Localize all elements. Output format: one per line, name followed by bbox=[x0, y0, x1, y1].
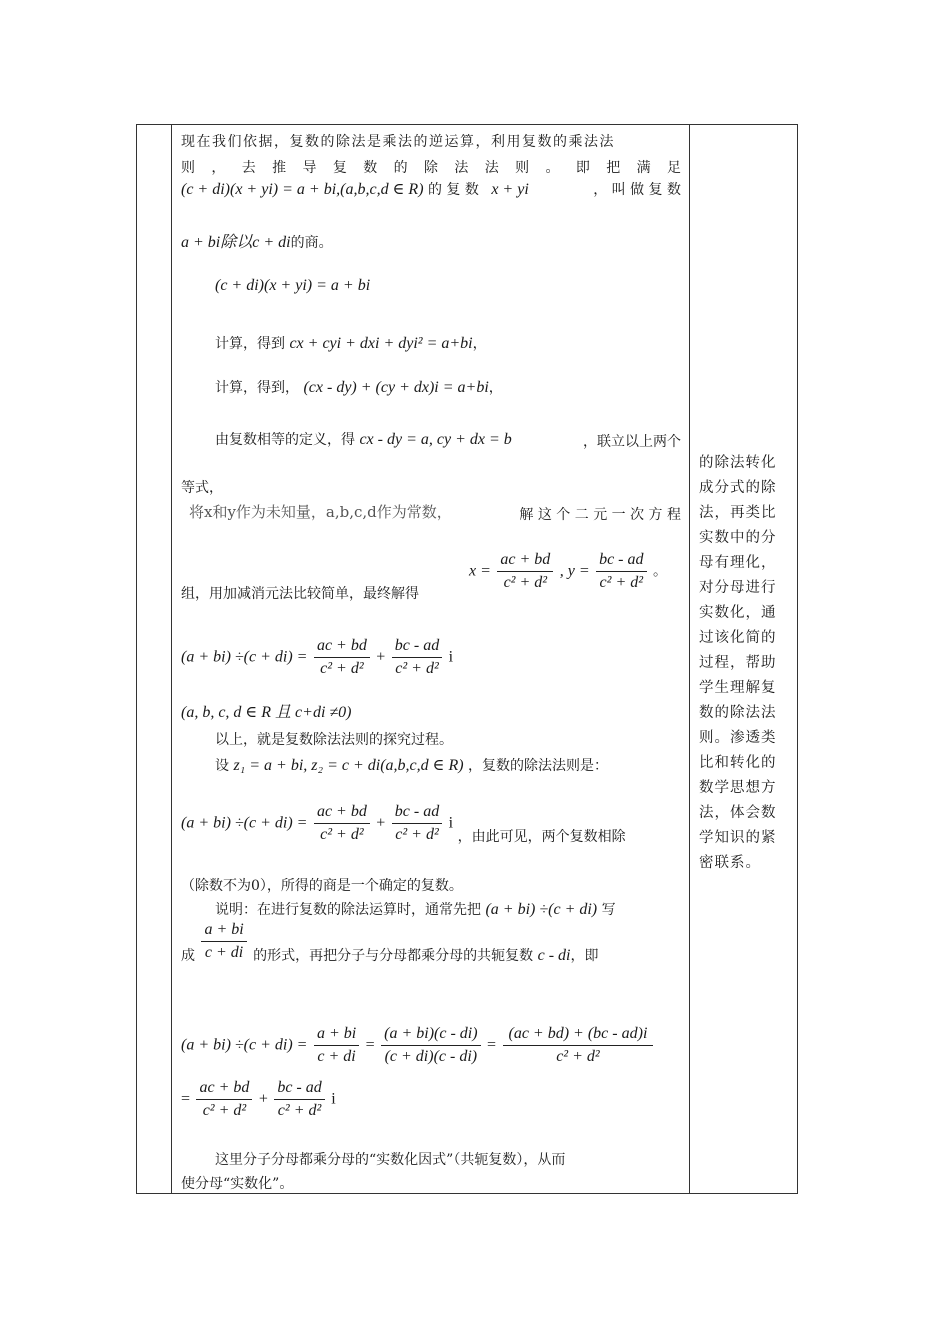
equality-definition-line2: 等式， bbox=[181, 480, 223, 496]
side-note-line: 成分式的除 bbox=[699, 480, 777, 496]
side-note-line: 则。渗透类 bbox=[699, 730, 777, 746]
unknowns-line: 将x和y作为未知量，a,b,c,d作为常数， 解 这 个 二 元 一 次 方 程 bbox=[189, 503, 681, 523]
side-note-line: 过程，帮助 bbox=[699, 655, 777, 671]
solution-line: 组，用加减消元法比较简单，最终解得 x = $\frac{ac + bd}{\text{c² + d²}}$ , y = $\frac{bc - ad}{\text{c² + d²}}$ 。 bbox=[181, 551, 667, 602]
division-condition: (a, b, c, d ∈ R 且 c+di ≠0) bbox=[181, 704, 352, 721]
side-note-line: 法，再类比 bbox=[699, 505, 777, 521]
note-line1: 说明：在进行复数的除法运算时，通常先把 (a + bi) ÷(c + di) 写 bbox=[215, 901, 616, 918]
final-line2: 使分母“实数化”。 bbox=[181, 1176, 294, 1192]
side-note-line: 母有理化， bbox=[699, 555, 777, 571]
final-line1: 这里分子分母都乘分母的“实数化因式”（共轭复数），从而 bbox=[215, 1152, 566, 1168]
side-note-line: 数学思想方 bbox=[699, 780, 777, 796]
side-note-line: 的除法转化 bbox=[699, 455, 777, 471]
para-intro-line1: 现在我们依据，复数的除法是乘法的逆运算，利用复数的乘法法 bbox=[181, 134, 615, 150]
summary-line: 以上，就是复数除法法则的探究过程。 bbox=[215, 732, 453, 748]
para-intro-line2: 则 ， 去 推 导 复 数 的 除 法 法 则 。 即 把 满 足 bbox=[181, 160, 681, 176]
lesson-table bbox=[136, 124, 798, 1194]
calc-step-2: 计算，得到， (cx - dy) + (cy + dx)i = a+bi， bbox=[215, 379, 503, 396]
long-derivation-2: = $\frac{ac + bd}{\text{c² + d²}}$ + $\frac{bc - ad}{\text{c² + d²}}$ i bbox=[181, 1079, 336, 1119]
note-line2: 成 $\frac{a + bi}{c + di}$ 的形式，再把分子与分母都乘分母的共轭复数 c - di，即 bbox=[181, 920, 599, 964]
calc-step-1: 计算，得到 cx + cyi + dxi + dyi² = a+bi， bbox=[215, 335, 487, 352]
para-intro-line3: (c + di)(x + yi) = a + bi,(a,b,c,d ∈ R) 的 复 数 x + yi ， 叫 做 复 数 bbox=[181, 181, 681, 198]
division-rule: (a + bi) ÷(c + di) = $\frac{ac + bd}{\text{c² + d²}}$ + $\frac{bc - ad}{\text{c² + d²}}$ i ，由此可见，两个复数相除 bbox=[181, 803, 626, 845]
solution-formula: x = $\frac{ac + bd}{\text{c² + d²}}$ , y = $\frac{bc - ad}{\text{c² + d²}}$ 。 bbox=[469, 551, 667, 591]
side-note-line: 学生理解复 bbox=[699, 680, 777, 696]
side-note-line: 法，体会数 bbox=[699, 805, 777, 821]
side-note-line: 过该化简的 bbox=[699, 630, 777, 646]
side-note-line: 实数中的分 bbox=[699, 530, 777, 546]
division-rule-line2: （除数不为0），所得的商是一个确定的复数。 bbox=[181, 878, 463, 894]
division-result: (a + bi) ÷(c + di) = $\frac{ac + bd}{\text{c² + d²}}$ + $\frac{bc - ad}{\text{c² + d²}}$ i bbox=[181, 637, 454, 677]
side-note-line: 数的除法法 bbox=[699, 705, 777, 721]
side-note-line: 密联系。 bbox=[699, 855, 761, 871]
col-divider-right bbox=[689, 125, 690, 1193]
side-note-line: 比和转化的 bbox=[699, 755, 777, 771]
side-note-line: 实数化，通 bbox=[699, 605, 777, 621]
long-derivation-1: (a + bi) ÷(c + di) = $\frac{a + bi}{c + di}$ = $\frac{(a + bi)(c - di)}{(c + di)(c - di)}$ = $\frac{(ac + bd) + (bc - ad)i}{\text{c² + d²}}$ bbox=[181, 1023, 655, 1068]
para-intro-line4: a + bi除以c + di的商。 bbox=[181, 234, 333, 251]
equation-product: (c + di)(x + yi) = a + bi bbox=[215, 277, 371, 294]
set-definition: 设 z₁ = a + bi, z₂ = c + di(a,b,c,d ∈ R) ，复数的除法法则是： bbox=[215, 757, 609, 774]
def-equation: (c + di)(x + yi) = a + bi,(a,b,c,d ∈ R) bbox=[181, 181, 424, 198]
equality-definition: 由复数相等的定义，得 cx - dy = a, cy + dx = b ，联立以上两个 bbox=[215, 431, 681, 450]
side-note-line: 对分母进行 bbox=[699, 580, 777, 596]
side-note-line: 学知识的紧 bbox=[699, 830, 777, 846]
col-divider-left bbox=[171, 125, 172, 1193]
side-notes bbox=[699, 451, 789, 876]
